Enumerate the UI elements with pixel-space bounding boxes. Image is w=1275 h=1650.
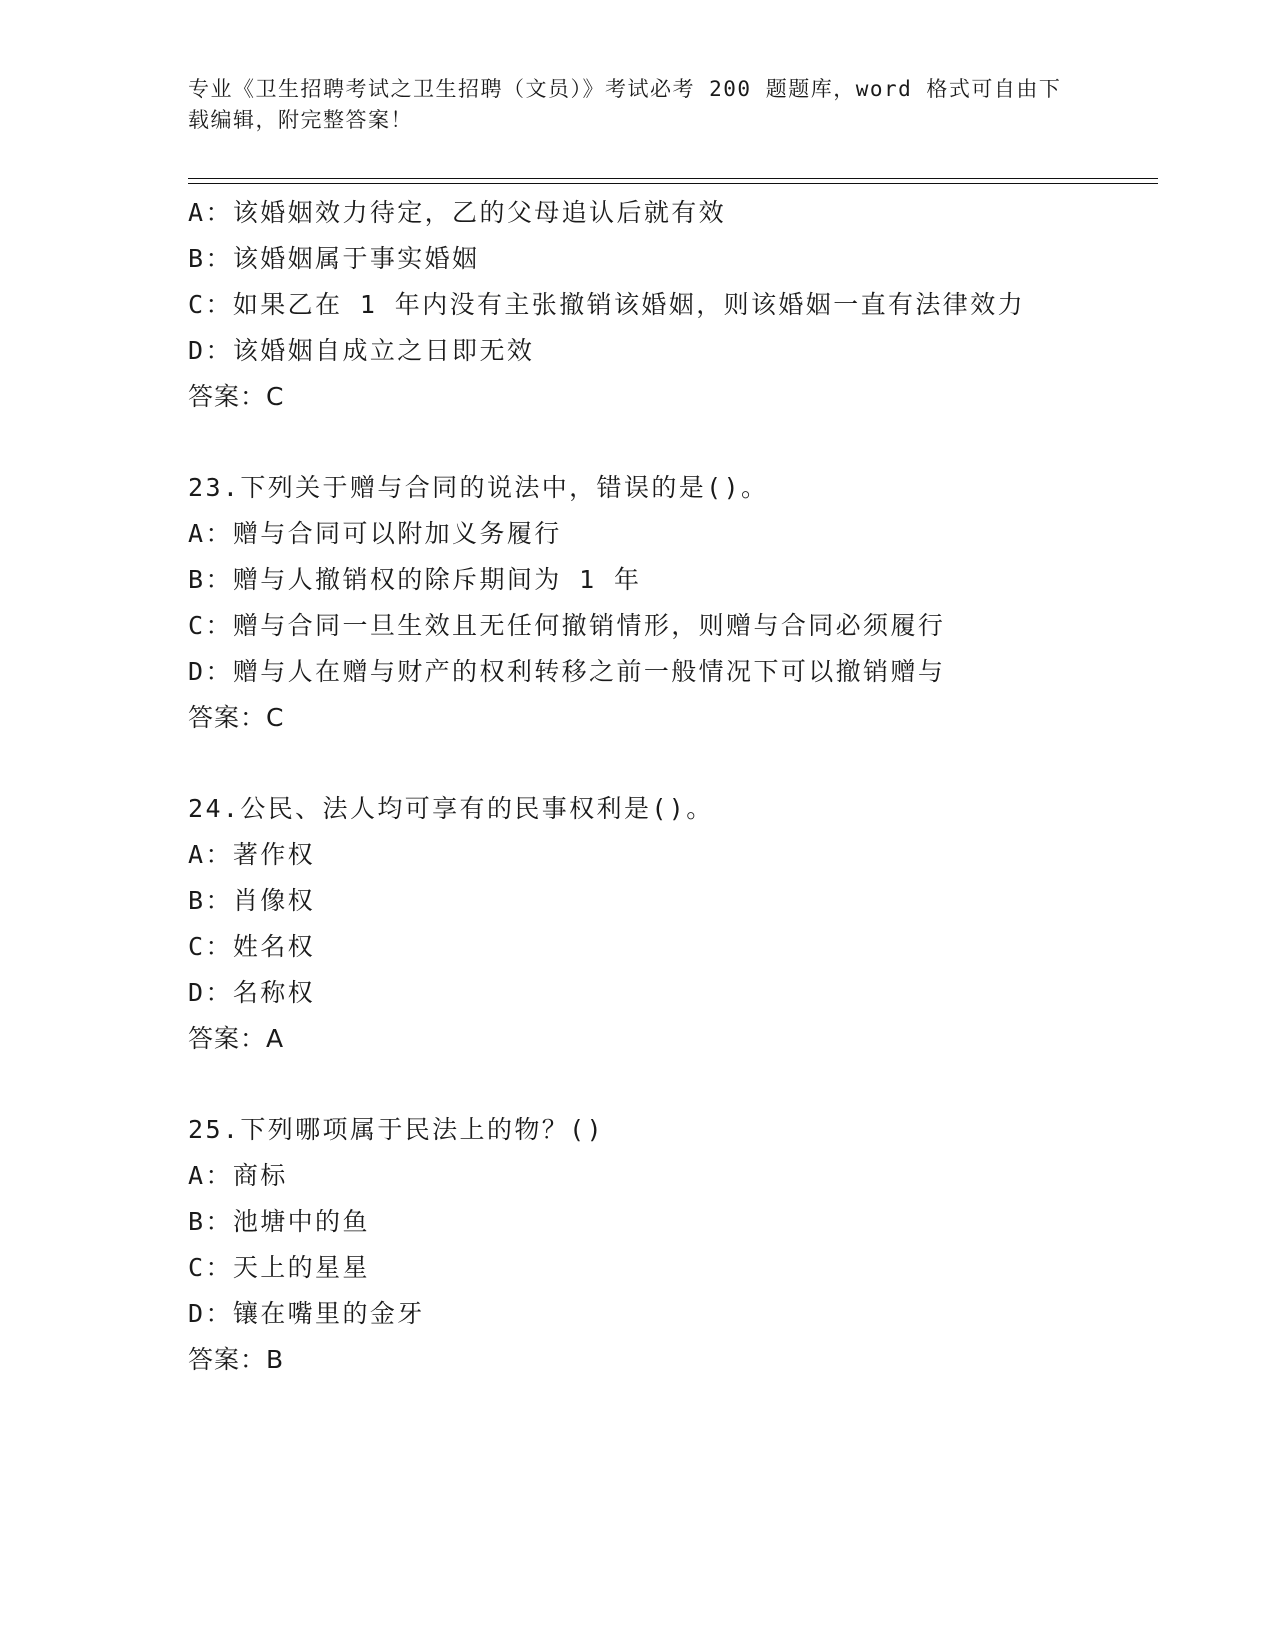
option-c: C：姓名权 [188,932,316,961]
option-c: C：如果乙在 1 年内没有主张撤销该婚姻，则该婚姻一直有法律效力 [188,290,1026,319]
option-d: D：赠与人在赠与财产的权利转移之前一般情况下可以撤销赠与 [188,657,946,686]
option-c: C：赠与合同一旦生效且无任何撤销情形，则赠与合同必须履行 [188,611,946,640]
option-a: A：商标 [188,1161,288,1190]
document-header: 专业《卫生招聘考试之卫生招聘（文员）》考试必考 200 题题库，word 格式可自由下载编辑，附完整答案！ [188,77,1062,132]
spacer [188,741,1168,786]
option-d: D：该婚姻自成立之日即无效 [188,336,535,365]
option-a: A：著作权 [188,840,316,869]
question-stem: 24.公民、法人均可享有的民事权利是()。 [188,794,714,823]
answer-line: 答案：B [188,1345,285,1374]
header-divider-bottom [188,183,1158,184]
spacer [188,420,1168,465]
question-list [188,190,1168,1383]
header-divider-top [188,178,1158,179]
question-stem: 23.下列关于赠与合同的说法中，错误的是()。 [188,473,769,502]
option-a: A：该婚姻效力待定，乙的父母追认后就有效 [188,198,727,227]
answer-line: 答案：A [188,1024,285,1053]
option-a: A：赠与合同可以附加义务履行 [188,519,562,548]
spacer [188,1062,1168,1107]
option-b: B：赠与人撤销权的除斥期间为 1 年 [188,565,642,594]
question-25 [188,1107,1168,1383]
answer-line: 答案：C [188,703,285,732]
question-stem: 25.下列哪项属于民法上的物？() [188,1115,605,1144]
option-b: B：肖像权 [188,886,316,915]
option-b: B：池塘中的鱼 [188,1207,370,1236]
option-d: D：名称权 [188,978,316,1007]
question-24 [188,786,1168,1062]
option-c: C：天上的星星 [188,1253,370,1282]
question-22-continued [188,190,1168,420]
answer-line: 答案：C [188,382,285,411]
question-23 [188,465,1168,741]
option-b: B：该婚姻属于事实婚姻 [188,244,480,273]
option-d: D：镶在嘴里的金牙 [188,1299,425,1328]
